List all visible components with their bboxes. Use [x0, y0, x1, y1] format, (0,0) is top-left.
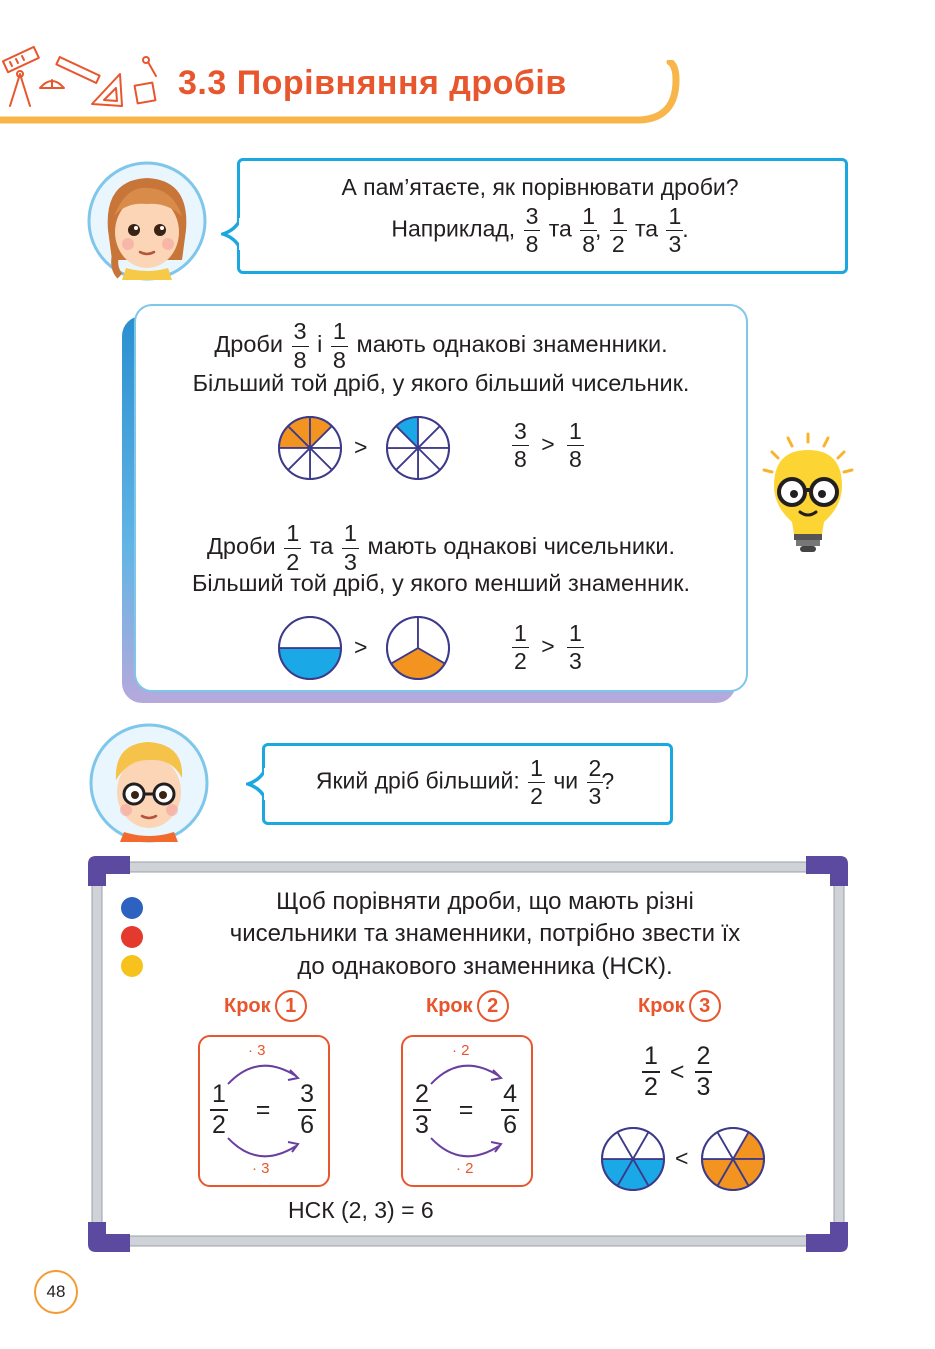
compare-sign: > [354, 634, 368, 660]
bubble-question [240, 172, 840, 256]
fraction: $\frac{3}{6}$ [300, 1080, 314, 1139]
fraction: $\frac{4}{6}$ [503, 1080, 517, 1139]
conjunction: та [635, 215, 659, 242]
school-supplies-icon [0, 44, 170, 116]
fraction: $\frac{3}{8}$ [525, 203, 539, 258]
rule1-line2: Більший той дріб, у якого більший чисельник. [192, 370, 690, 396]
pie-three-eighths [276, 414, 344, 482]
step-1-label: Крок 1 [224, 990, 307, 1022]
fraction: $\frac{1}{3}$ [668, 203, 682, 258]
fraction: $\frac{1}{3}$ [569, 620, 582, 674]
board-text-line: чисельники та знаменники, потрібно звести їх [229, 920, 741, 948]
pie-one-eighth [384, 414, 452, 482]
multiplier-bottom: · 3 [252, 1160, 270, 1177]
multiplier-top: · 2 [452, 1042, 470, 1059]
fraction: $\frac{2}{3}$ [696, 1042, 711, 1101]
fraction: $\frac{1}{8}$ [332, 318, 346, 373]
board-text-line: до однакового знаменника (НСК). [297, 952, 673, 980]
multiplier-top: · 3 [248, 1042, 266, 1059]
fraction: $\frac{1}{2}$ [212, 1080, 226, 1139]
pie-three-sixths [598, 1124, 668, 1194]
pie-four-sixths [698, 1124, 768, 1194]
pie-one-third [384, 614, 452, 682]
fraction: $\frac{1}{2}$ [286, 520, 300, 575]
fraction: $\frac{2}{3}$ [415, 1080, 429, 1139]
pie-sector [279, 617, 341, 648]
step-2-equation: $\frac{2}{3}$ = $\frac{4}{6}$ [415, 1080, 517, 1139]
step-1-equation: $\frac{1}{2}$ = $\frac{3}{6}$ [212, 1080, 314, 1139]
conjunction: та [548, 215, 572, 242]
multiplier-bottom: · 2 [456, 1160, 474, 1177]
fraction: $\frac{1}{2}$ [514, 620, 527, 674]
pie-sector [279, 648, 341, 679]
rule2-line1: Дроби $\frac{1}{2}$ та $\frac{1}{3}$ мають однакові чисельники. [207, 520, 675, 575]
fraction: $\frac{1}{3}$ [343, 520, 357, 575]
page-number: 48 [34, 1270, 78, 1314]
fraction: $\frac{1}{2}$ [530, 755, 543, 809]
lightbulb-glasses-icon [758, 430, 858, 560]
rule2-line2: Більший той дріб, у якого менший знаменник. [191, 570, 691, 596]
compare-expression: $\frac{1}{2}$ > $\frac{1}{3}$ [514, 620, 582, 674]
info-box [134, 304, 748, 692]
board-text [170, 886, 800, 983]
fraction: $\frac{3}{8}$ [293, 318, 307, 373]
girl-avatar [86, 160, 208, 282]
fraction: $\frac{1}{8}$ [569, 418, 582, 472]
fraction: $\frac{2}{3}$ [588, 755, 602, 809]
pie-one-half [276, 614, 344, 682]
lcm-text: НСК (2, 3) = 6 [288, 1197, 434, 1223]
fraction: $\frac{3}{8}$ [514, 418, 527, 472]
step-3-label: Крок 3 [638, 990, 721, 1022]
fraction: $\frac{1}{2}$ [644, 1042, 658, 1101]
board-text-line: Щоб порівняти дроби, що мають різні [276, 888, 694, 915]
bubble-line1: А пам’ятаєте, як порівнювати дроби? [341, 174, 739, 200]
boy-avatar [88, 722, 210, 844]
step-3-comparison: $\frac{1}{2}$ < $\frac{2}{3}$ [644, 1042, 711, 1101]
bubble-line2: Наприклад, $\frac{3}{8}$ та $\frac{1}{8}$ , $\frac{1}{2}$ та $\frac{1}{3}$ . [391, 203, 689, 258]
example-prefix: Наприклад, [391, 215, 516, 242]
compare-sign: < [675, 1145, 689, 1171]
compare-expression: $\frac{3}{8}$ > $\frac{1}{8}$ [514, 418, 582, 472]
fraction: $\frac{1}{8}$ [582, 203, 596, 258]
fraction: $\frac{1}{2}$ [611, 203, 625, 258]
bubble-question-2: Який дріб більший: $\frac{1}{2}$ чи $\frac{2}{3}$ ? [315, 755, 615, 809]
compare-sign: > [354, 434, 368, 460]
rule1-line1: Дроби $\frac{3}{8}$ і $\frac{1}{8}$ мають однакові знаменники. [214, 318, 668, 373]
page-title: 3.3 Порівняння дробів [178, 64, 567, 102]
step-2-label: Крок 2 [426, 990, 509, 1022]
magnet-dots-icon [118, 896, 148, 982]
